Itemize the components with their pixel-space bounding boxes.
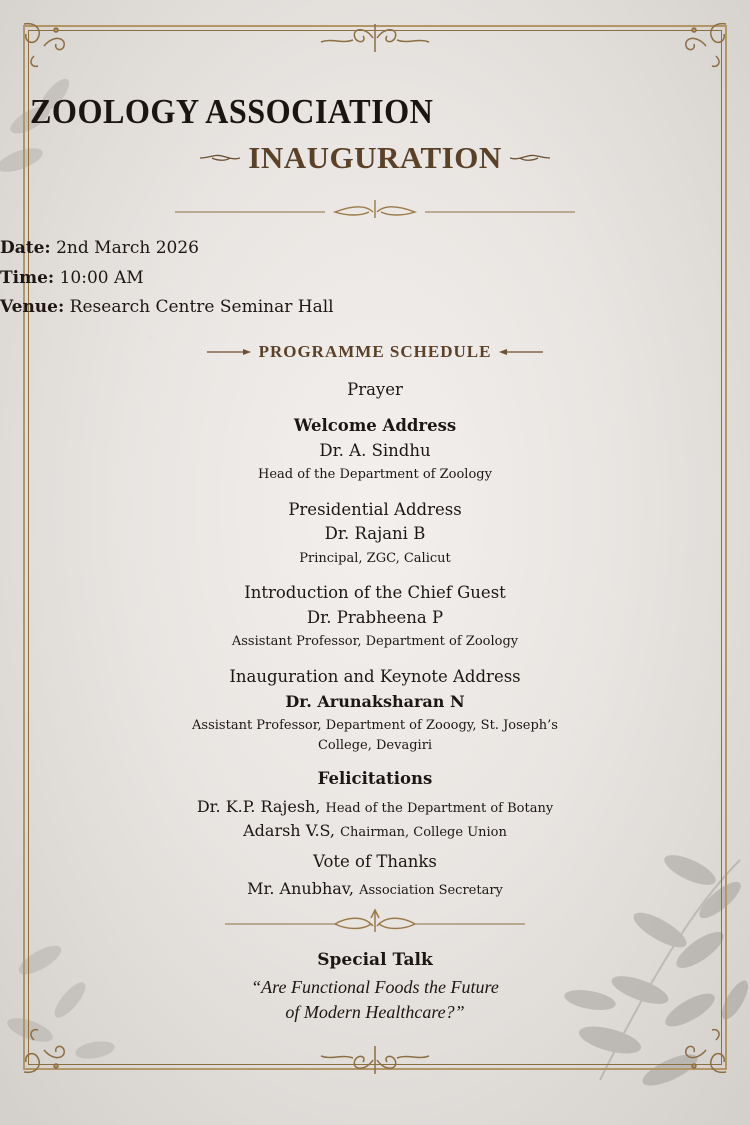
welcome-address-designation: Head of the Department of Zoology bbox=[258, 467, 492, 482]
date-line bbox=[0, 238, 750, 258]
vote-of-thanks-designation: Association Secretary bbox=[359, 883, 503, 898]
corner-ornament-top-left-icon bbox=[14, 16, 74, 76]
felicitations-title: Felicitations bbox=[317, 769, 433, 788]
felicitation-entry bbox=[0, 821, 750, 840]
presidential-address-title: Presidential Address bbox=[288, 500, 462, 519]
vote-of-thanks-name: Mr. Anubhav, bbox=[247, 879, 355, 898]
vote-of-thanks-entry bbox=[0, 879, 750, 898]
time-label: Time: bbox=[0, 268, 55, 288]
corner-ornament-bottom-right-icon bbox=[676, 1020, 736, 1080]
corner-ornament-bottom-left-icon bbox=[14, 1020, 74, 1080]
corner-ornament-top-right-icon bbox=[676, 16, 736, 76]
vote-of-thanks-title: Vote of Thanks bbox=[313, 852, 437, 871]
felicitation-designation: Head of the Department of Botany bbox=[325, 801, 554, 816]
felicitation-name: Adarsh V.S, bbox=[243, 821, 336, 840]
special-talk-title-line1: “Are Functional Foods the Future bbox=[251, 977, 499, 997]
special-talk-heading: Special Talk bbox=[317, 950, 433, 970]
bottom-center-scroll-ornament-icon bbox=[315, 1044, 435, 1076]
chief-guest-intro-title: Introduction of the Chief Guest bbox=[244, 583, 506, 602]
welcome-address-title: Welcome Address bbox=[293, 416, 457, 435]
arrow-left-icon bbox=[207, 348, 251, 356]
keynote-address-designation-line2: College, Devagiri bbox=[317, 738, 433, 753]
felicitation-designation: Chairman, College Union bbox=[340, 825, 507, 840]
keynote-address-designation-line1: Assistant Professor, Department of Zooogy, St. Joseph’s bbox=[192, 718, 558, 733]
chief-guest-intro-speaker: Dr. Prabheena P bbox=[306, 608, 444, 627]
divider-ornament-bottom-icon bbox=[225, 908, 525, 936]
subtitle-row bbox=[0, 140, 750, 176]
felicitation-entry bbox=[0, 797, 750, 816]
chief-guest-intro-designation: Assistant Professor, Department of Zoology bbox=[231, 634, 519, 649]
divider-ornament-top-icon bbox=[175, 198, 575, 222]
flourish-left-icon bbox=[200, 153, 240, 163]
keynote-address-title: Inauguration and Keynote Address bbox=[229, 667, 521, 686]
programme-schedule-heading: PROGRAMME SCHEDULE bbox=[258, 342, 492, 361]
date-value: 2nd March 2026 bbox=[56, 238, 199, 258]
welcome-address-speaker: Dr. A. Sindhu bbox=[319, 441, 431, 460]
flourish-right-icon bbox=[510, 153, 550, 163]
venue-line bbox=[0, 297, 750, 317]
special-talk-title-line2: of Modern Healthcare?” bbox=[285, 1002, 465, 1022]
subtitle: INAUGURATION bbox=[248, 140, 502, 175]
arrow-right-icon bbox=[499, 348, 543, 356]
presidential-address-designation: Principal, ZGC, Calicut bbox=[299, 551, 451, 566]
venue-label: Venue: bbox=[0, 297, 65, 317]
time-value: 10:00 AM bbox=[59, 268, 144, 288]
presidential-address-speaker: Dr. Rajani B bbox=[324, 524, 426, 543]
venue-value: Research Centre Seminar Hall bbox=[69, 297, 334, 317]
keynote-address-speaker: Dr. Arunaksharan N bbox=[285, 692, 465, 711]
felicitation-name: Dr. K.P. Rajesh, bbox=[196, 797, 321, 816]
date-label: Date: bbox=[0, 238, 51, 258]
top-center-scroll-ornament-icon bbox=[315, 22, 435, 54]
time-line bbox=[0, 268, 750, 288]
page-title: ZOOLOGY ASSOCIATION bbox=[30, 92, 434, 131]
prayer-item: Prayer bbox=[347, 380, 403, 399]
programme-schedule-heading-row bbox=[0, 342, 750, 362]
